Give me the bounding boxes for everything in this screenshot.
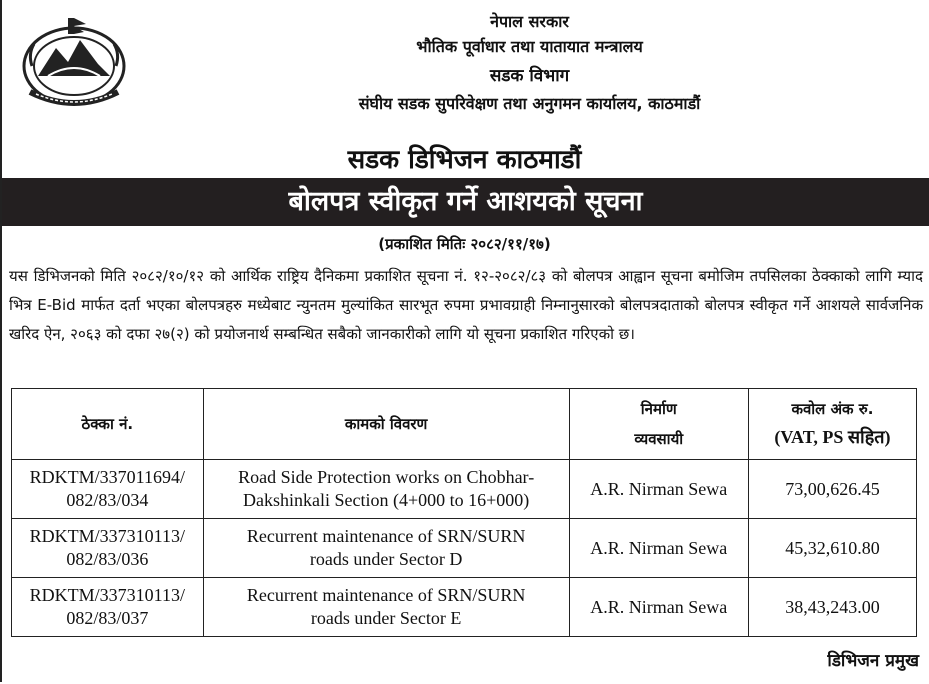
header-amount-line2: (VAT, PS सहित)	[774, 427, 891, 447]
description-line1: Recurrent maintenance of SRN/SURN	[246, 526, 526, 546]
header-amount-line1: कवोल अंक रु.	[791, 400, 874, 418]
description-cell	[203, 519, 569, 578]
contractor-cell: A.R. Nirman Sewa	[569, 460, 748, 519]
header-amount	[748, 389, 916, 460]
description-line1: Recurrent maintenance of SRN/SURN	[246, 585, 526, 605]
contractor-cell: A.R. Nirman Sewa	[569, 519, 748, 578]
government-name: नेपाल सरकार	[490, 12, 569, 31]
header-contractor-line1: निर्माण	[640, 400, 677, 418]
description-line2: roads under Sector D	[309, 549, 463, 569]
contract-no-line2: 082/83/034	[66, 490, 149, 510]
table-row	[12, 578, 917, 637]
department-name: सडक विभाग	[489, 66, 570, 86]
contract-no-line2: 082/83/037	[66, 608, 149, 628]
description-line1: Road Side Protection works on Chobhar-	[238, 467, 535, 487]
published-date: (प्रकाशित मितिः २०८२/११/१७)	[378, 235, 551, 253]
division-title: सडक डिभिजन काठमाडौं	[347, 145, 582, 175]
contract-no-line2: 082/83/036	[66, 549, 149, 569]
header-contract-no: ठेक्का नं.	[12, 389, 204, 460]
ministry-name: भौतिक पूर्वाधार तथा यातायात मन्त्रालय	[416, 37, 643, 56]
contract-no-cell	[12, 460, 204, 519]
contract-no-line1: RDKTM/337310113/	[29, 526, 185, 546]
awards-table	[11, 388, 917, 637]
contract-no-cell	[12, 519, 204, 578]
amount-cell: 73,00,626.45	[748, 460, 916, 519]
header-description: कामको विवरण	[203, 389, 569, 460]
notice-banner: बोलपत्र स्वीकृत गर्ने आशयको सूचना	[2, 178, 929, 226]
description-line2: roads under Sector E	[310, 608, 462, 628]
table-row	[12, 519, 917, 578]
nepal-government-emblem-icon	[18, 14, 130, 110]
contract-no-line1: RDKTM/337310113/	[29, 585, 185, 605]
amount-cell: 45,32,610.80	[748, 519, 916, 578]
header-contractor	[569, 389, 748, 460]
description-line2: Dakshinkali Section (4+000 to 16+000)	[242, 490, 530, 510]
notice-body-text: यस डिभिजनको मिति २०८२/१०/१२ को आर्थिक राष्ट्रिय दैनिकमा प्रकाशित सूचना नं. १२-२०८२/८३ को बोलपत्र आह्वान सूचना बमोजिम तपसिलका ठेक्काको लागि म्याद भित्र E-Bid मार्फत दर्ता भएका बोलपत्रहरु मध्येबाट न्युनतम मुल्यांकित सारभूत रुपमा प्रभावग्राही निम्नानुसारको बोलपत्रदाताको बोलपत्र स्वीकृत गर्ने आशयले सार्वजनिक खरिद ऐन, २०६३ को दफा २७(२) को प्रयोजनार्थ सम्बन्धित सबैको जानकारीको लागि यो सूचना प्रकाशित गरिएको छ।	[9, 267, 923, 343]
contractor-cell: A.R. Nirman Sewa	[569, 578, 748, 637]
description-cell	[203, 578, 569, 637]
contract-no-cell	[12, 578, 204, 637]
description-cell	[203, 460, 569, 519]
office-name: संघीय सडक सुपरिवेक्षण तथा अनुगमन कार्यालय, काठमाडौं	[358, 94, 701, 113]
table-header-row	[12, 389, 917, 460]
signatory-title: डिभिजन प्रमुख	[827, 651, 919, 671]
header-contractor-line2: व्यवसायी	[634, 430, 684, 448]
table-row	[12, 460, 917, 519]
contract-no-line1: RDKTM/337011694/	[29, 467, 185, 487]
amount-cell: 38,43,243.00	[748, 578, 916, 637]
